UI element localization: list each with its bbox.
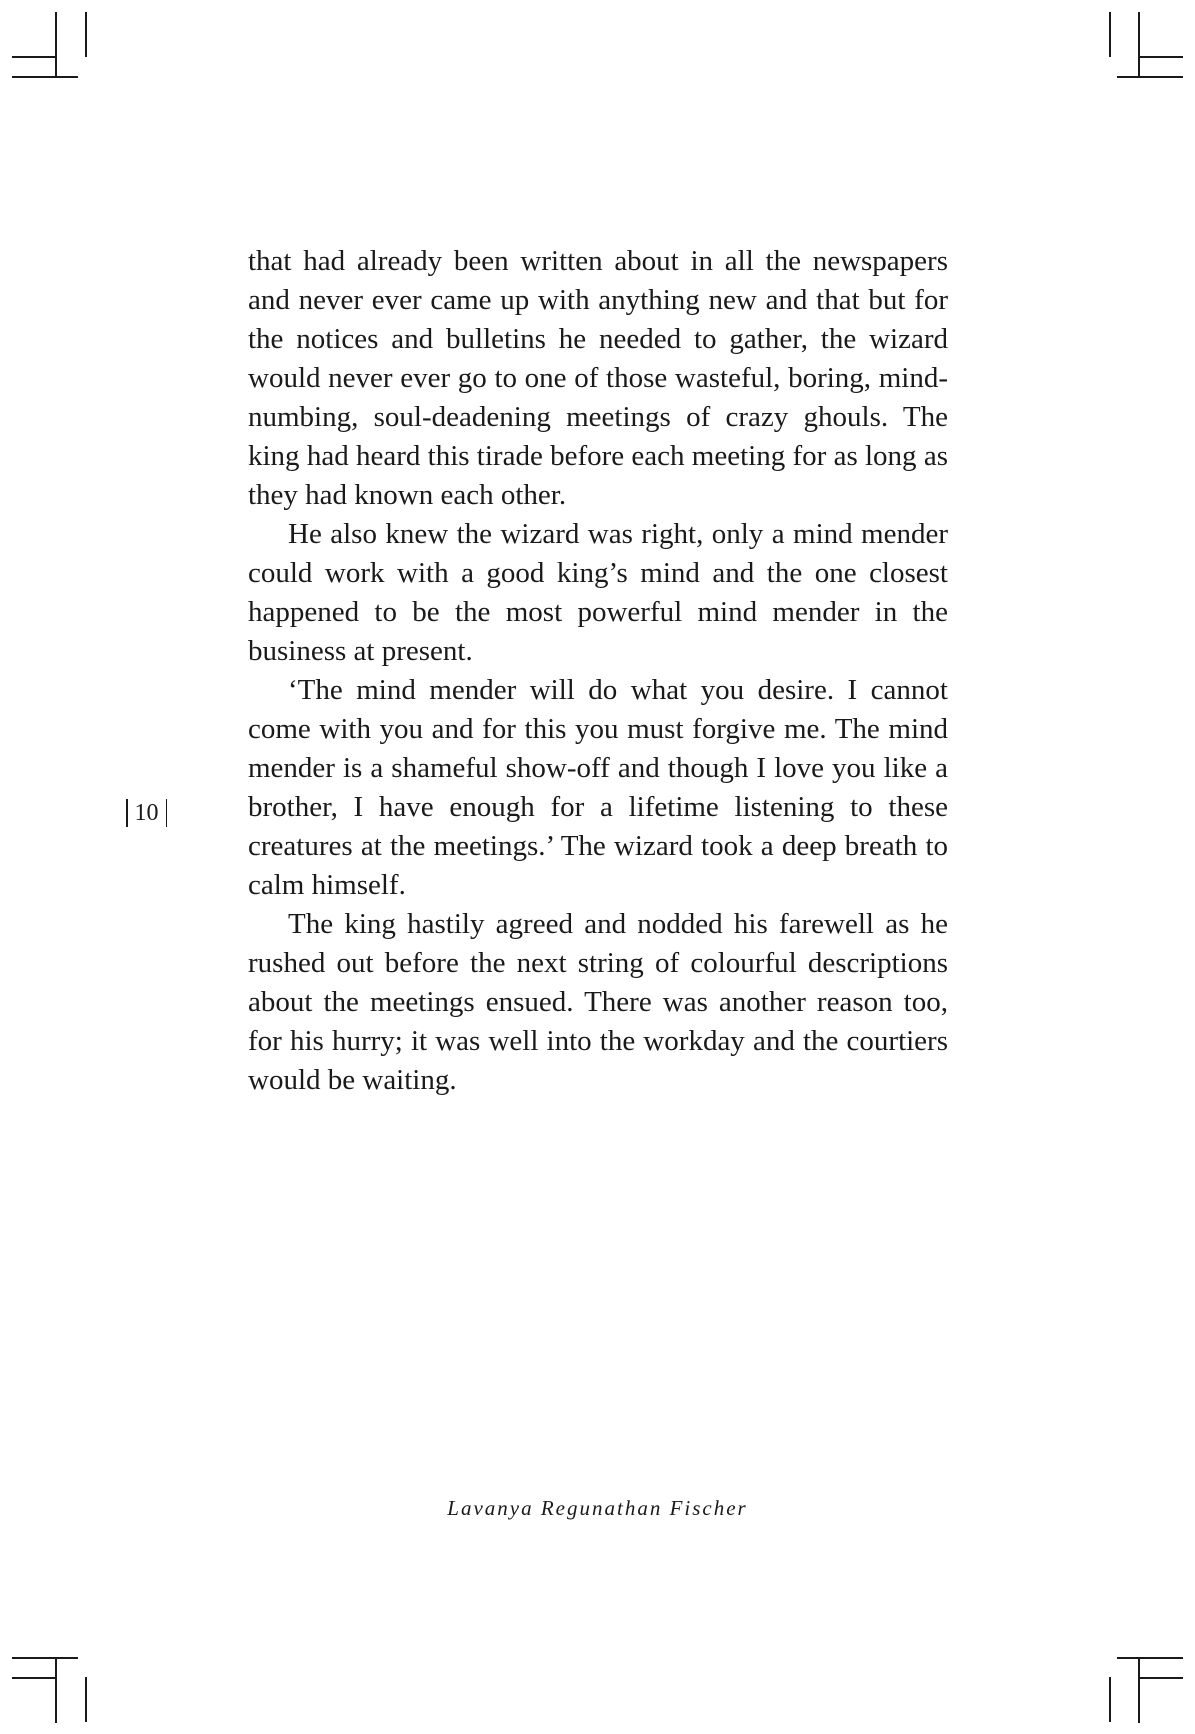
paragraph-4: The king hastily agreed and nodded his farewell as he rushed out before the next string of colourful descriptions about the meetings ensued. There was another reason too, for his hurry; it was well into the workday and the courtiers would be waiting. <box>248 908 948 1096</box>
crop-mark-bottom-right-vertical <box>1138 1657 1140 1723</box>
crop-mark-bottom-right-vertical-inner <box>1109 1677 1111 1722</box>
paragraph-1: that had already been written about in all the newspapers and never ever came up with anything new and that but for the notices and bulletins he needed to gather, the wizard would never ever go to one of those wasteful, boring, mind-numbing, soul-deadening meetings of crazy ghouls. The king had heard this tirade before each meeting for as long as they had known each other. <box>248 245 948 511</box>
crop-mark-bottom-left-horizontal-inner <box>12 1677 57 1679</box>
page-number-right-bar <box>166 799 168 827</box>
crop-mark-top-right-vertical-inner <box>1109 12 1111 57</box>
page-number-value: 10 <box>134 800 159 826</box>
paragraph-3: ‘The mind mender will do what you desire. I cannot come with you and for this you must forgive me. The mind mender is a shameful show-off and though I love you like a brother, I have enough for a lifetime listening to these creatures at the meetings.’ The wizard took a deep breath to calm himself. <box>248 674 948 901</box>
crop-mark-top-right-vertical <box>1138 12 1140 78</box>
footer-author: Lavanya Regunathan Fischer <box>447 1496 748 1520</box>
body-text <box>248 242 948 1100</box>
crop-mark-top-right-horizontal <box>1117 76 1183 78</box>
page-number <box>126 798 167 828</box>
page-number-left-bar <box>126 799 128 827</box>
crop-mark-bottom-left-vertical <box>55 1657 57 1723</box>
crop-mark-bottom-right-horizontal <box>1117 1657 1183 1659</box>
crop-mark-top-left-vertical-inner <box>85 12 87 57</box>
crop-mark-top-left-vertical <box>55 12 57 78</box>
crop-mark-top-left-horizontal <box>12 76 78 78</box>
crop-mark-top-right-horizontal-inner <box>1138 56 1183 58</box>
crop-mark-bottom-right-horizontal-inner <box>1138 1677 1183 1679</box>
crop-mark-top-left-horizontal-inner <box>12 56 57 58</box>
paragraph-2: He also knew the wizard was right, only a mind mender could work with a good king’s mind and the one closest happened to be the most powerful mind mender in the business at present. <box>248 518 948 667</box>
crop-mark-bottom-left-horizontal <box>12 1657 78 1659</box>
crop-mark-bottom-left-vertical-inner <box>85 1677 87 1722</box>
